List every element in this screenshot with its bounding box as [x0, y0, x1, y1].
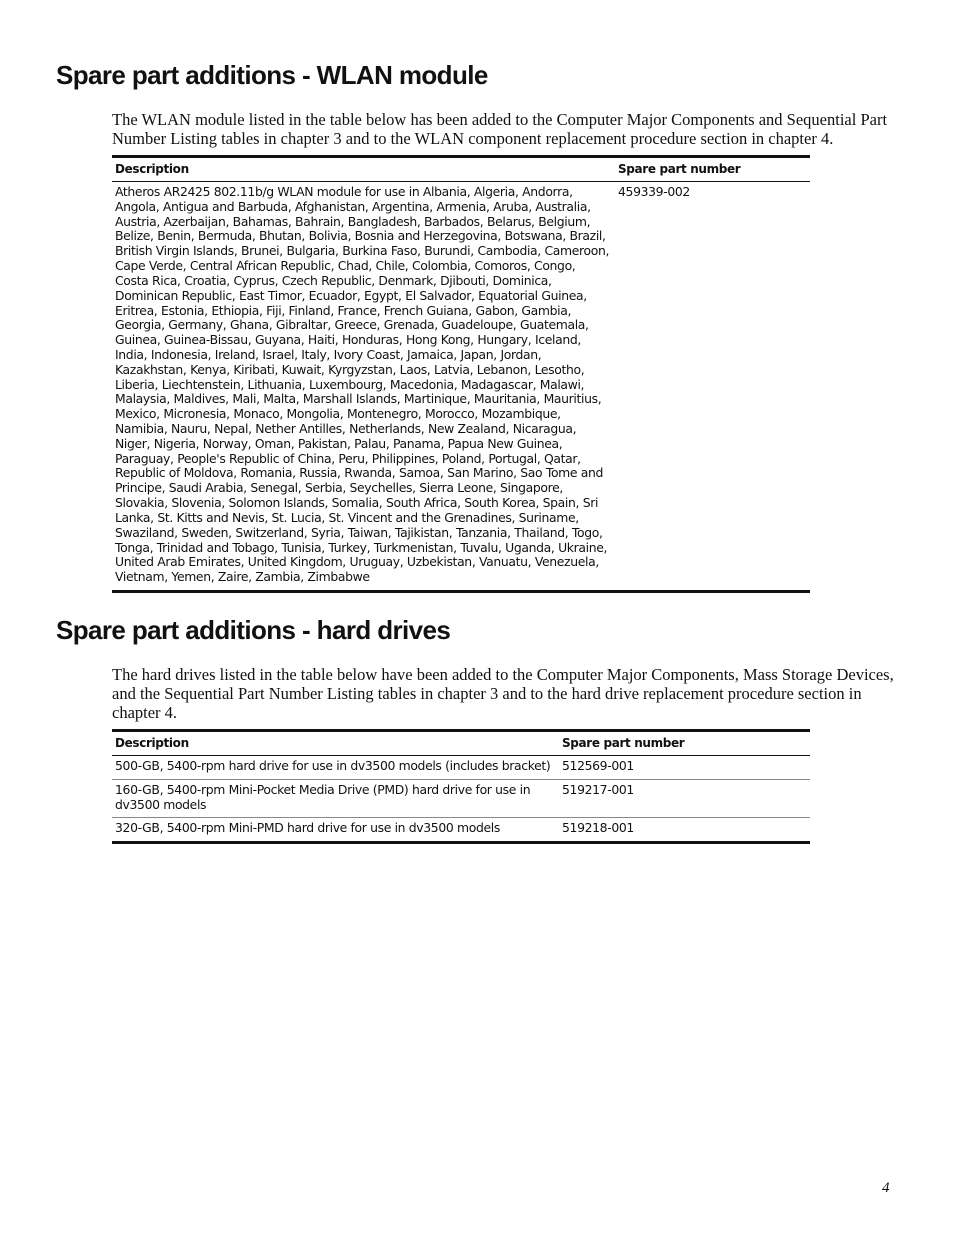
column-header-spare-part-number: Spare part number [559, 731, 810, 756]
table-row [112, 779, 810, 818]
hard-drives-spare-parts-table [112, 729, 810, 844]
page-number: 4 [882, 1180, 890, 1196]
table-header-row [112, 731, 810, 756]
table-row [112, 182, 810, 592]
table-header-row [112, 157, 810, 182]
hard-drive-description: 500-GB, 5400-rpm hard drive for use in dv3500 models (includes bracket) [112, 756, 559, 780]
wlan-spare-parts-table [112, 155, 810, 593]
wlan-module-description: Atheros AR2425 802.11b/g WLAN module for use in Albania, Algeria, Andorra, Angola, Antigua and Barbuda, Afghanistan, Argentina, Armenia, Aruba, Australia, Austria, Azerbaijan, Bahamas, Bahrain, Bangladesh, Barbados, Belarus, Belgium, Belize, Benin, Bermuda, Bhutan, Bolivia, Bosnia and Herzegovina, Botswana, Brazil, British Virgin Islands, Brunei, Bulgaria, Burkina Faso, Burundi, Cambodia, Cameroon, Cape Verde, Central African Republic, Chad, Chile, Colombia, Comoros, Congo, Costa Rica, Croatia, Cyprus, Czech Republic, Denmark, Djibouti, Dominica, Dominican Republic, East Timor, Ecuador, Egypt, El Salvador, Equatorial Guinea, Eritrea, Estonia, Ethiopia, Fiji, Finland, France, French Guiana, Gabon, Gambia, Georgia, Germany, Ghana, Gibraltar, Greece, Grenada, Guadeloupe, Guatemala, Guinea, Guinea-Bissau, Guyana, Haiti, Honduras, Hong Kong, Hungary, Iceland, India, Indonesia, Ireland, Israel, Italy, Ivory Coast, Jamaica, Japan, Jordan, Kazakhstan, Kenya, Kiribati, Kuwait, Kyrgyzstan, Laos, Latvia, Lebanon, Lesotho, Liberia, Liechtenstein, Lithuania, Luxembourg, Macedonia, Madagascar, Malawi, Malaysia, Maldives, Mali, Malta, Marshall Islands, Martinique, Mauritania, Mauritius, Mexico, Micronesia, Monaco, Mongolia, Montenegro, Morocco, Mozambique, Namibia, Nauru, Nepal, Nether Antilles, Netherlands, New Zealand, Nicaragua, Niger, Nigeria, Norway, Oman, Pakistan, Palau, Panama, Papua New Guinea, Paraguay, People's Republic of China, Peru, Philippines, Poland, Portugal, Qatar, Republic of Moldova, Romania, Russia, Rwanda, Samoa, San Marino, Sao Tome and Principe, Saudi Arabia, Senegal, Serbia, Seychelles, Sierra Leone, Singapore, Slovakia, Slovenia, Solomon Islands, Somalia, South Africa, South Korea, Spain, Sri Lanka, St. Kitts and Nevis, St. Lucia, St. Vincent and the Grenadines, Suriname, Swaziland, Sweden, Switzerland, Syria, Taiwan, Tajikistan, Tanzania, Thailand, Togo, Tonga, Trinidad and Tobago, Tunisia, Turkey, Turkmenistan, Tuvalu, Uganda, Ukraine, United Arab Emirates, United Kingdom, Uruguay, Uzbekistan, Vanuatu, Venezuela, Vietnam, Yemen, Zaire, Zambia, Zimbabwe [112, 182, 615, 592]
column-header-description: Description [112, 731, 559, 756]
wlan-module-spare-part-number: 459339-002 [615, 182, 810, 592]
table-row [112, 818, 810, 843]
wlan-section-intro: The WLAN module listed in the table below has been added to the Computer Major Components and Sequential Part Number Listing tables in chapter 3 and to the WLAN component replacement procedure section in chapter 4. [112, 110, 888, 149]
column-header-spare-part-number: Spare part number [615, 157, 810, 182]
hard-drives-section-title: Spare part additions - hard drives [56, 615, 451, 645]
hard-drive-spare-part-number: 519218-001 [559, 818, 810, 843]
column-header-description: Description [112, 157, 615, 182]
table-row [112, 756, 810, 780]
hard-drive-description: 160-GB, 5400-rpm Mini-Pocket Media Drive (PMD) hard drive for use in dv3500 models [112, 779, 559, 818]
hard-drives-section-intro: The hard drives listed in the table below have been added to the Computer Major Components, Mass Storage Devices, and the Sequential Part Number Listing tables in chapter 3 and to the hard drive replacement procedure section in chapter 4. [112, 665, 894, 723]
wlan-section-title: Spare part additions - WLAN module [56, 60, 488, 90]
hard-drive-spare-part-number: 512569-001 [559, 756, 810, 780]
hard-drive-spare-part-number: 519217-001 [559, 779, 810, 818]
hard-drive-description: 320-GB, 5400-rpm Mini-PMD hard drive for use in dv3500 models [112, 818, 559, 843]
